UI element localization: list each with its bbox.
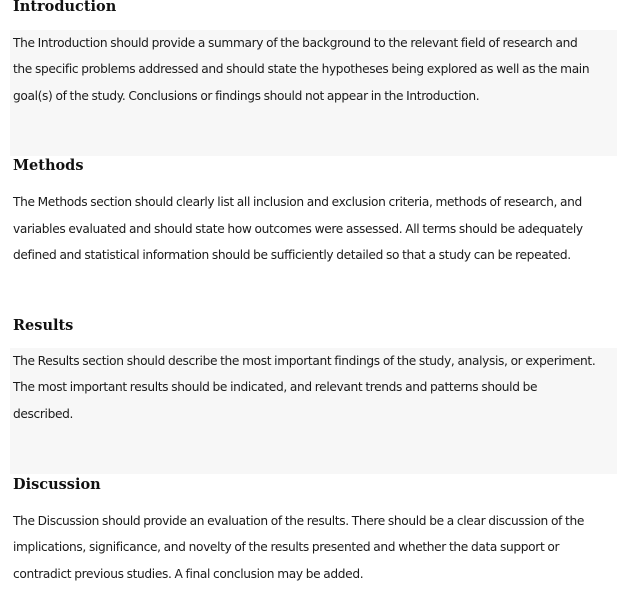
introduction-heading: Introduction (13, 0, 117, 15)
introduction-text-line: The Introduction should provide a summary of the background to the relevant field of research and (13, 36, 578, 50)
discussion-heading: Discussion (13, 476, 101, 493)
results-text-line: described. (13, 407, 74, 421)
discussion-text-line: The Discussion should provide an evaluation of the results. There should be a clear discussion of the (13, 514, 584, 528)
methods-heading: Methods (13, 157, 84, 174)
discussion-text-line: implications, significance, and novelty of the results presented and whether the data support or (13, 540, 560, 554)
discussion-text-line: contradict previous studies. A final conclusion may be added. (13, 567, 364, 581)
results-text-line: The Results section should describe the most important findings of the study, analysis, or experiment. (13, 354, 596, 368)
methods-text-line: The Methods section should clearly list all inclusion and exclusion criteria, methods of research, and (13, 195, 582, 209)
introduction-text-line: goal(s) of the study. Conclusions or findings should not appear in the Introduction. (13, 89, 480, 103)
methods-text-line: defined and statistical information should be sufficiently detailed so that a study can be repeated. (13, 248, 571, 262)
methods-text-line: variables evaluated and should state how outcomes were assessed. All terms should be adequately (13, 222, 583, 236)
introduction-text-line: the specific problems addressed and should state the hypotheses being explored as well as the main (13, 62, 590, 76)
results-heading: Results (13, 317, 74, 334)
results-text-line: The most important results should be indicated, and relevant trends and patterns should be (13, 380, 538, 394)
